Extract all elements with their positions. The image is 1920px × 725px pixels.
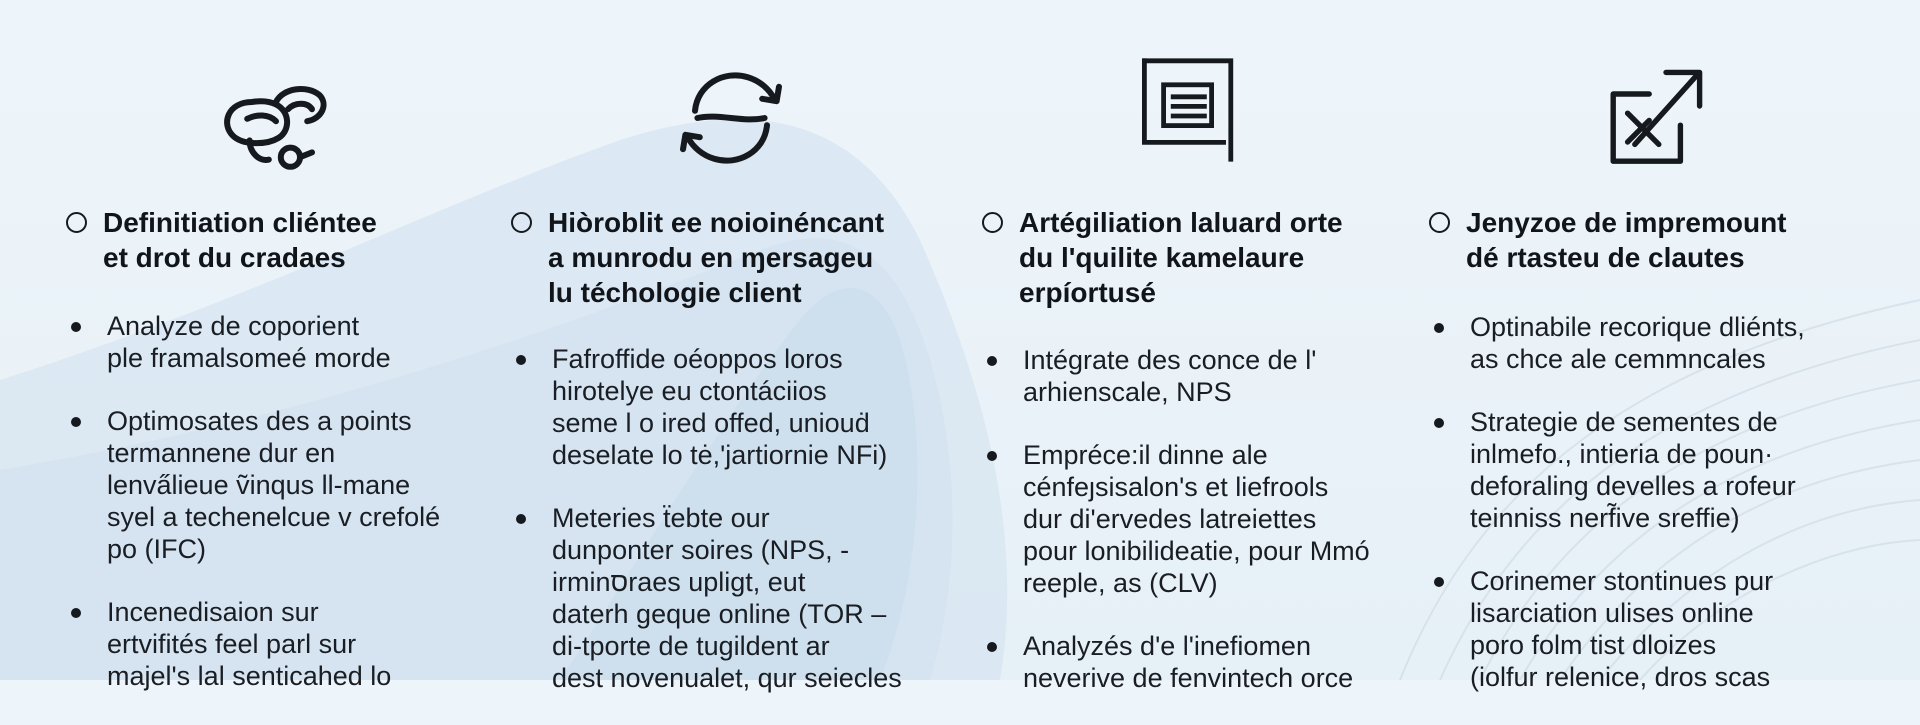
column-4 [1429, 0, 1869, 692]
column-3 [982, 0, 1422, 693]
list-item: Corinemer stontinues pur lisarciation ulises online poro folm tist dloizes (iolfur relenice, dros scas [1429, 565, 1805, 693]
list-item: Optinabile recorique dliénts, as chce ale cemmncales [1429, 311, 1805, 375]
heading-text: Artégiliation laluard orte du l'quilite kamelaure erpíortusé [1019, 207, 1343, 308]
list-item: Analyzés d'e l'inefiomen neverive de fenvintech orce [982, 630, 1370, 694]
refresh-cycle-icon [661, 58, 801, 178]
column-heading [982, 205, 1343, 310]
list-item: Strategie de sementes de inlmefo., intieria de poun· deforaling develles a rofeur teinniss nerf̃ive sreffie) [1429, 406, 1805, 534]
document-frame-icon [1120, 56, 1260, 176]
bullet-list [1429, 311, 1805, 724]
heading-text: Jenyzoe de impremount dé rtasteu de clautes [1466, 207, 1787, 273]
bullet-list [66, 310, 440, 723]
column-1 [66, 0, 506, 691]
list-item: Optimosates des a points termannene dur en lenva̋lieue ṽinqus ll-mane syel a techenelcue v crefolé po (IFC) [66, 405, 440, 565]
heading-text: Hiòroblit ee noioinéncant a munrodu en ɱersageu lu téchologie client [548, 207, 885, 308]
list-item: Empréce:il dinne ale cénfeȷsisalon's et liefrools dur di'ervedes latreiettes pour lonibilideatie, pour Mmó reeple, as (CLV) [982, 439, 1370, 599]
list-item: Analyze de coporient ple framalsomeé morde [66, 310, 440, 374]
column-heading [66, 205, 377, 275]
list-item: Fafroffide oéoppos loros hirotelye eu ctontáciios seme l o ired offed, uniouḋ deselate lo tė,'jartiornie NFi) [511, 343, 902, 471]
list-item: Meteries ẗebte our dunponter soires (NPS, - irminסraes upligt, eut daterh geque online (TOR – di-tporte de tugildent ar dest novenualet, qur seiecles [511, 502, 902, 694]
export-arrow-icon [1584, 58, 1724, 178]
column-heading [511, 205, 884, 310]
column-heading [1429, 205, 1787, 275]
radio-circle-icon [66, 212, 87, 233]
bullet-list [511, 343, 902, 725]
radio-circle-icon [1429, 212, 1450, 233]
chat-bubbles-icon [206, 66, 346, 186]
list-item: Intégrate des conce de l' arhienscale, NPS [982, 344, 1370, 408]
heading-text: Definitiation cliéntee et drot du cradaes [103, 207, 377, 273]
bullet-list [982, 344, 1370, 725]
column-2 [511, 0, 951, 693]
radio-circle-icon [511, 212, 532, 233]
list-item: Incenedisaion sur ertvifités feel parl sur majel's lal senticahed lo [66, 596, 440, 692]
radio-circle-icon [982, 212, 1003, 233]
